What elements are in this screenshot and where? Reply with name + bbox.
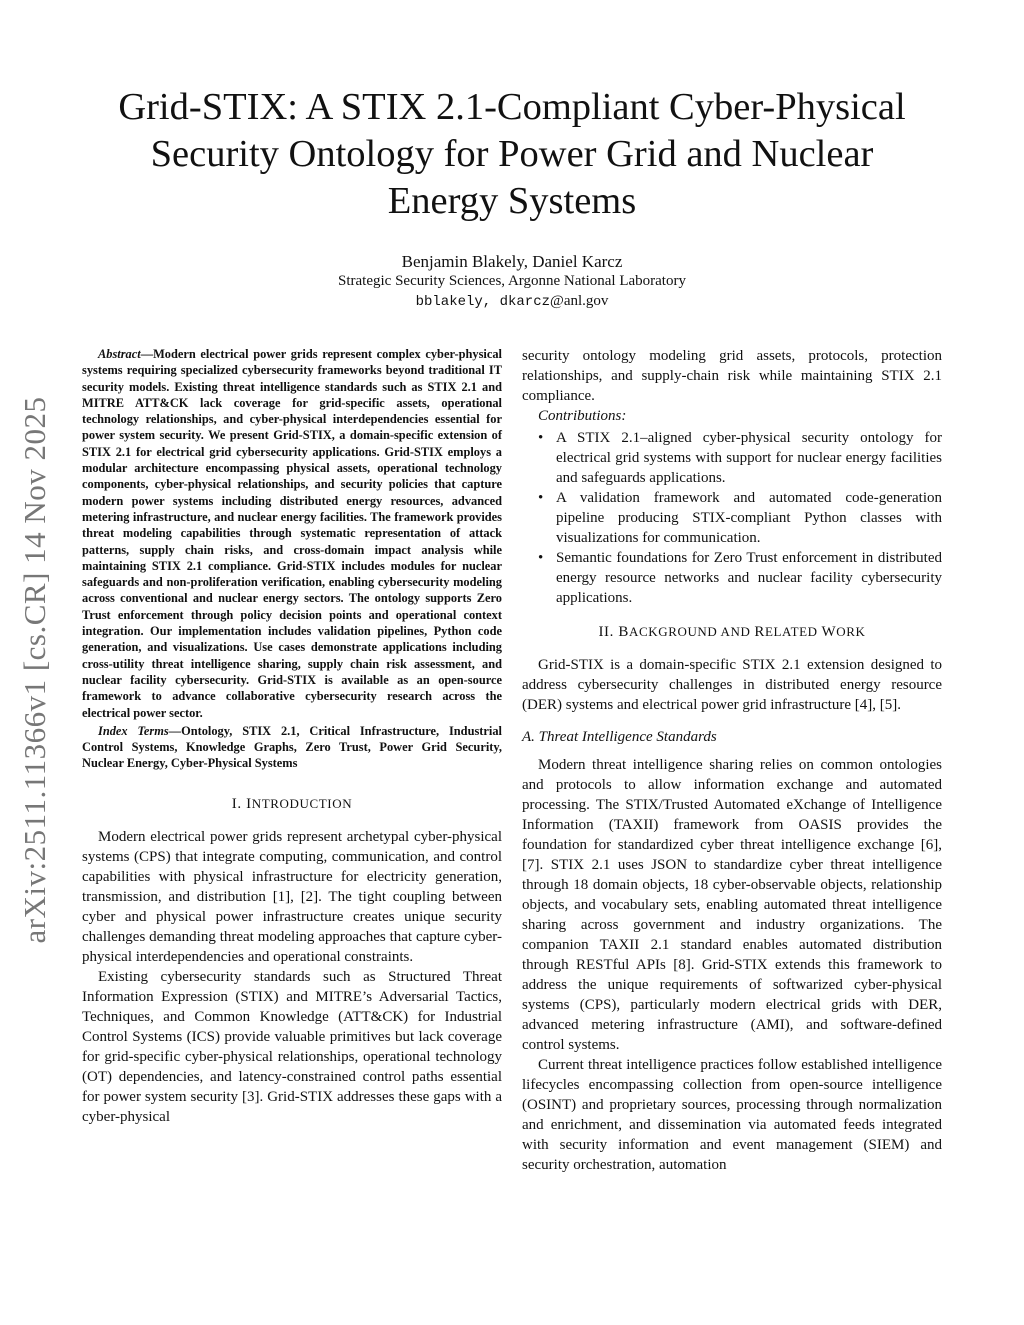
arxiv-identifier-text: arXiv:2511.11366v1 [cs.CR] 14 Nov 2025 — [17, 396, 52, 944]
section-heading-background: II. BACKGROUND AND RELATED WORK — [598, 624, 866, 640]
intro-continuation: security ontology modeling grid assets, protocols, protection relationships, and supply-chain risk while maintaining STIX 2.1 compliance. — [522, 348, 942, 404]
threat-intel-paragraph: Modern threat intelligence sharing relies on common ontologies and protocols to allow information exchange and automated processing. The STIX/Trusted Automated eXchange of Intelligence Information (TAXII) framework from OASIS provides the foundation for standardized cyber threat intelligence exchange [6], [7]. STIX 2.1 uses JSON to standardize cyber threat intelligence through 18 domain objects, 18 cyber-observable objects, relationship objects, and vocabulary sets, enabling automated threat intelligence sharing across government and industry organizations. The companion TAXII 2.1 standard enables automated distribution through RESTful APIs [8]. Grid-STIX extends this framework to address the unique requirements of softwarized cyber-physical systems (CPS), particularly modern electrical grids with DER, advanced metering infrastructure (AMI), and software-defined control systems. — [522, 757, 942, 1053]
paper-title — [60, 84, 964, 225]
intro-paragraph: Existing cybersecurity standards such as Structured Threat Information Expression (STIX) and MITRE’s Adversarial Tactics, Techniques, and Common Knowledge (ATT&CK) for Industrial Control Systems (ICS) provide valuable primitives but lack coverage for grid-specific cyber-physical relationships, operational technology (OT) dependencies, and latency-constrained control paths essential for power system security [3]. Grid-STIX addresses these gaps with a cyber-physical — [82, 968, 502, 1125]
title-line: Grid-STIX: A STIX 2.1-Compliant Cyber-Physical — [118, 86, 906, 128]
left-column — [82, 346, 502, 1127]
contributions-label: Contributions: — [538, 408, 627, 424]
right-column — [522, 346, 942, 1175]
index-terms-label: Index Terms — [98, 723, 169, 738]
section-heading-introduction: I. INTRODUCTION — [231, 795, 353, 812]
list-item: • A STIX 2.1–aligned cyber-physical security ontology for electrical grid systems with support for nuclear energy facilities and safeguards applications. — [538, 430, 942, 486]
bullet-icon: • — [538, 430, 544, 446]
abstract-label: Abstract — [98, 347, 141, 361]
contributions-list — [522, 428, 942, 608]
abstract — [82, 346, 502, 721]
title-line: Energy Systems — [387, 180, 637, 222]
email-domain: @anl.gov — [550, 293, 609, 309]
email-users: bblakely, dkarcz — [415, 294, 551, 310]
list-item: • Semantic foundations for Zero Trust enforcement in distributed energy resource networks and nuclear facility cybersecurity applications. — [538, 550, 942, 606]
arxiv-side-identifier — [13, 370, 57, 970]
bullet-icon: • — [538, 490, 544, 506]
index-terms — [82, 723, 502, 772]
abstract-text: —Modern electrical power grids represent complex cyber-physical systems requiring specialized cybersecurity frameworks beyond traditional IT security models. Existing threat intelligence standards such as STIX 2.1 and MITRE ATT&CK lack coverage for grid-specific assets, operational technology relationships, and cyber-physical interdependencies essential for power system security. We present Grid-STIX, a domain-specific extension of STIX 2.1 for electrical grid cybersecurity applications. Grid-STIX employs a modular architecture encompassing physical assets, operational technology components, cyber-physical relationships, and security policies that capture modern power systems including distributed energy resources, advanced metering infrastructure, and nuclear energy facilities. The framework provides threat modeling capabilities through systematic representation of attack patterns, supply chain risks, and cross-domain impact analysis while maintaining STIX 2.1 compliance. Grid-STIX includes modules for nuclear safeguards and non-proliferation verification, enabling cybersecurity modeling across conventional and nuclear energy sectors. The ontology supports Zero Trust enforcement through policy decision points and operational context integration. Our implementation includes validation pipelines, Python code generation, and visualizations. Use cases demonstrate applications including cross-utility threat intelligence sharing, supply chain risk assessment, and nuclear facility cybersecurity. Grid-STIX is available as an open-source framework to advance collaborative cybersecurity research across the electrical power sector. — [82, 347, 502, 720]
list-item: • A validation framework and automated code-generation pipeline producing STIX-compliant Python classes with visualizations for communication. — [538, 490, 942, 546]
author-affiliation: Strategic Security Sciences, Argonne National Laboratory — [338, 273, 686, 289]
index-terms-text: —Ontology, STIX 2.1, Critical Infrastructure, Industrial Control Systems, Knowledge Graphs, Zero Trust, Power Grid Security, Nuclear Energy, Cyber-Physical Systems — [82, 723, 502, 771]
title-line: Security Ontology for Power Grid and Nuclear — [150, 133, 874, 175]
threat-intel-paragraph: Current threat intelligence practices follow established intelligence lifecycles encompassing collection from open-source intelligence (OSINT) and proprietary sources, processing through normalization and enrichment, and dissemination via automated feeds integrated with security information and event management (SIEM) and security orchestration, automation — [522, 1057, 942, 1173]
author-emails — [60, 292, 964, 311]
intro-paragraph: Modern electrical power grids represent archetypal cyber-physical systems (CPS) that integrate computing, communication, and control capabilities with physical infrastructure for electricity generation, transmission, and distribution [1], [2]. The tight coupling between cyber and physical power infrastructure creates unique security challenges demanding threat modeling approaches that capture cyber-physical interdependencies and operational constraints. — [82, 828, 502, 965]
background-paragraph: Grid-STIX is a domain-specific STIX 2.1 extension designed to address cybersecurity challenges in distributed energy resource (DER) systems and electrical power grid infrastructure [4], [5]. — [522, 657, 942, 713]
author-names: Benjamin Blakely, Daniel Karcz — [401, 252, 623, 271]
subsection-heading-threat-intelligence: A. Threat Intelligence Standards — [522, 729, 717, 745]
bullet-icon: • — [538, 550, 544, 566]
